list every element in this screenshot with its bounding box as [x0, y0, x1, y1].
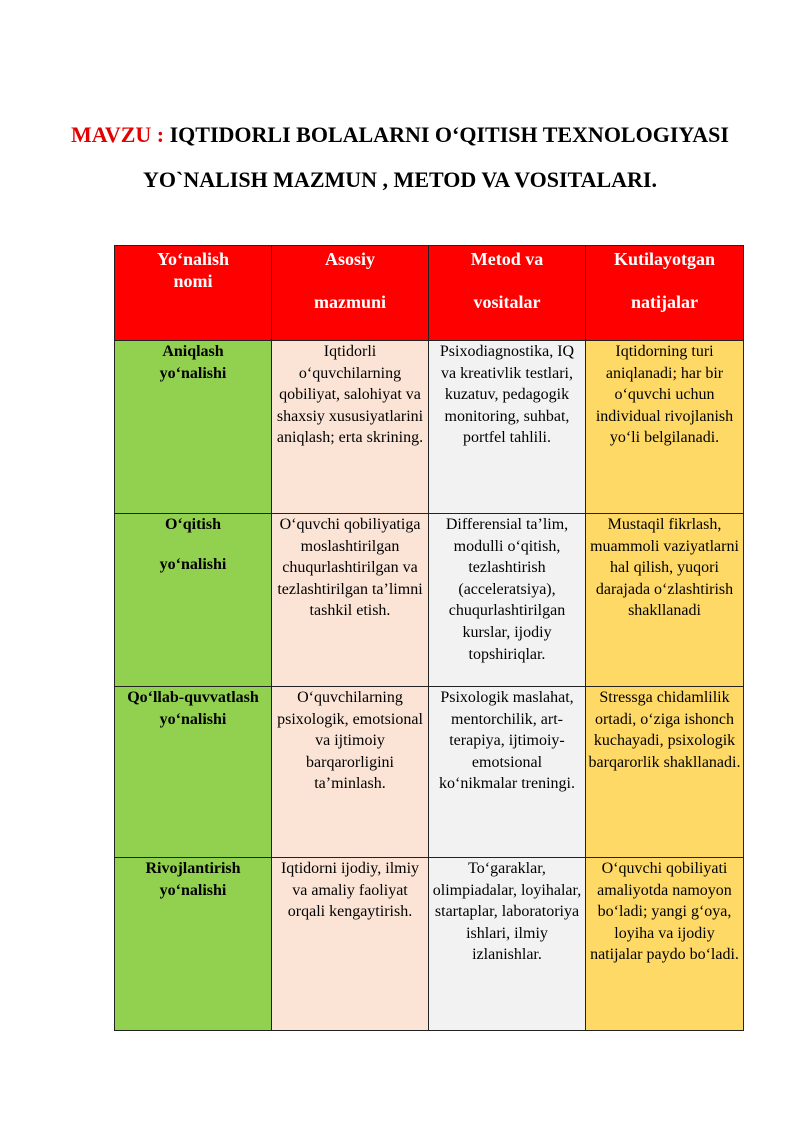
direction-name: Qo‘llab-quvvatlash: [127, 689, 259, 706]
result-cell: Mustaqil fikrlash, muammoli vaziyatlarni hal qilish, yuqori darajada o‘zlashtirish shakllanadi: [586, 514, 744, 687]
header-cell-mazmun: [272, 246, 429, 341]
header-cell-metod: [429, 246, 586, 341]
method-cell: To‘garaklar, olimpiadalar, loyihalar, startaplar, laboratoriya ishlari, ilmiy izlanishlar.: [429, 858, 586, 1031]
header-line: Asosiy: [324, 249, 375, 269]
result-cell: Stressga chidamlilik ortadi, o‘ziga ishonch kuchayadi, psixologik barqarorlik shakllanadi.: [586, 687, 744, 858]
direction-name: O‘qitish: [164, 516, 221, 533]
title-text: IQTIDORLI BOLALARNI O‘QITISH TEXNOLOGIYASI YO`NALISH MAZMUN , METOD VA VOSITALARI.: [143, 122, 729, 192]
header-line: Metod va: [470, 249, 544, 269]
header-line: nomi: [173, 271, 213, 291]
directions-table: [114, 245, 744, 1031]
direction-name-suffix: yo‘nalishi: [159, 555, 227, 573]
table-row: [115, 341, 744, 514]
header-cell-natija: [586, 246, 744, 341]
document-title: [60, 112, 740, 202]
content-cell: O‘quvchilarning psixologik, emotsional va ijtimoiy barqarorligini ta’minlash.: [272, 687, 429, 858]
direction-name-suffix: yo‘nalishi: [159, 710, 227, 728]
table-header-row: [115, 246, 744, 341]
direction-name-cell: [115, 514, 272, 687]
direction-name-cell: [115, 687, 272, 858]
method-cell: Psixodiagnostika, IQ va kreativlik testlari, kuzatuv, pedagogik monitoring, suhbat, portfel tahlili.: [429, 341, 586, 514]
direction-name: Rivojlantirish: [145, 860, 241, 877]
table-row: [115, 858, 744, 1031]
table-row: [115, 514, 744, 687]
header-line: mazmuni: [314, 292, 386, 312]
header-line: Kutilayotgan: [613, 249, 715, 269]
header-line: Yo‘nalish: [156, 249, 230, 269]
content-cell: Iqtidorni ijodiy, ilmiy va amaliy faoliyat orqali kengaytirish.: [272, 858, 429, 1031]
direction-name-suffix: yo‘nalishi: [159, 364, 227, 382]
header-line: vositalar: [473, 292, 541, 312]
content-cell: O‘quvchi qobiliyatiga moslashtirilgan chuqurlashtirilgan va tezlashtirilgan ta’limni tashkil etish.: [272, 514, 429, 687]
table-row: [115, 687, 744, 858]
content-cell: Iqtidorli o‘quvchilarning qobiliyat, salohiyat va shaxsiy xususiyatlarini aniqlash; erta skrining.: [272, 341, 429, 514]
header-line: natijalar: [631, 292, 698, 312]
result-cell: O‘quvchi qobiliyati amaliyotda namoyon bo‘ladi; yangi g‘oya, loyiha va ijodiy natijalar paydo bo‘ladi.: [586, 858, 744, 1031]
header-cell-yonalish: [115, 246, 272, 341]
direction-name-suffix: yo‘nalishi: [159, 881, 227, 899]
title-prefix: MAVZU :: [71, 122, 165, 147]
direction-name-cell: [115, 858, 272, 1031]
method-cell: Psixologik maslahat, mentorchilik, art-terapiya, ijtimoiy-emotsional ko‘nikmalar treningi.: [429, 687, 586, 858]
result-cell: Iqtidorning turi aniqlanadi; har bir o‘quvchi uchun individual rivojlanish yo‘li belgilanadi.: [586, 341, 744, 514]
method-cell: Differensial ta’lim, modulli o‘qitish, tezlashtirish (acceleratsiya), chuqurlashtirilgan kurslar, ijodiy topshiriqlar.: [429, 514, 586, 687]
direction-name: Aniqlash: [162, 343, 224, 360]
direction-name-cell: [115, 341, 272, 514]
